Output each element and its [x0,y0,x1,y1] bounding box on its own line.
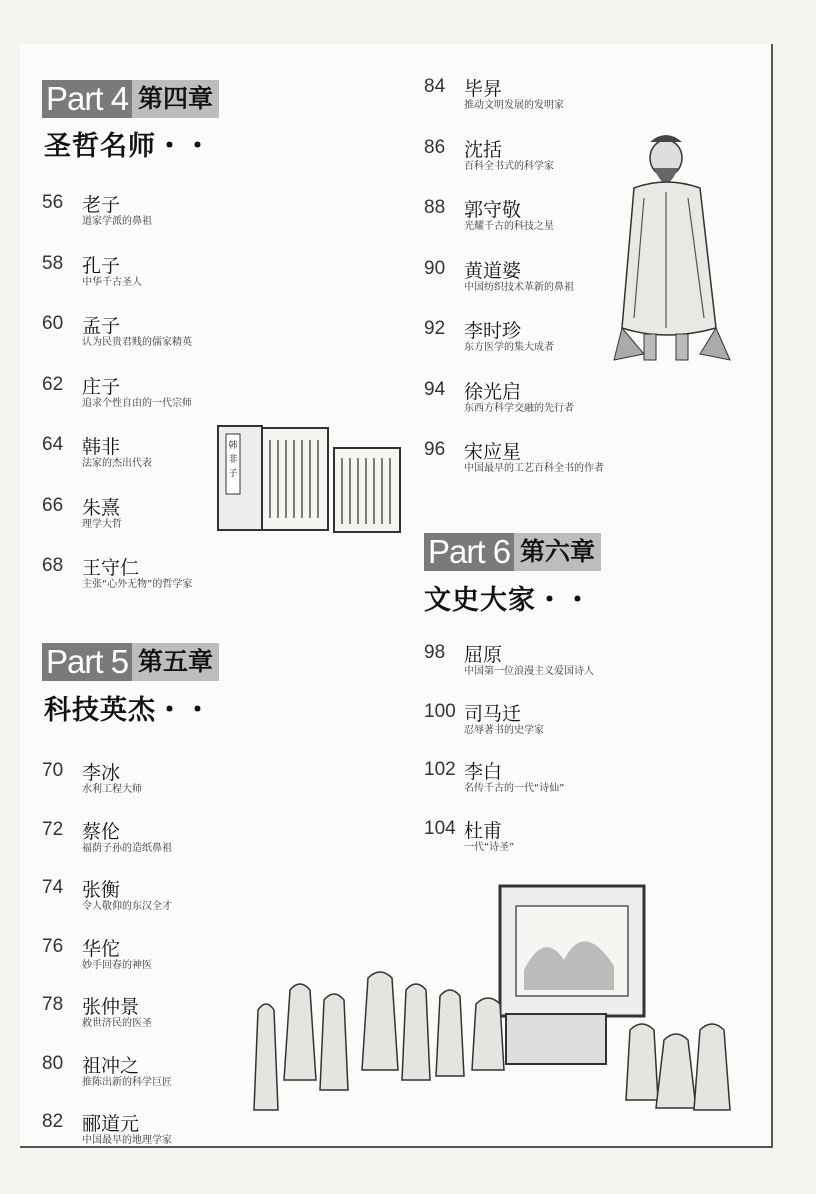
toc-page-number: 84 [424,76,446,97]
scholars-gathering-illustration [244,880,740,1120]
svg-text:韩: 韩 [228,441,238,451]
toc-page-number: 102 [424,759,456,780]
toc-person-description: 东西方科学交融的先行者 [464,402,574,414]
toc-page-number: 94 [424,378,446,400]
toc-person-name: 杜甫 [464,819,503,842]
part6-title: 文史大家・・ [424,585,592,616]
toc-entry[interactable] [424,76,754,116]
toc-person-description: 道家学派的鼻祖 [82,216,152,227]
toc-person-description: 中国最早的地理学家 [82,1135,172,1146]
ancient-book-illustration [212,418,408,538]
toc-person-description: 光耀千古的科技之星 [464,221,554,232]
toc-person-name: 李白 [464,761,503,783]
confucius-figure-illustration [604,128,744,368]
toc-page-number: 70 [42,760,64,781]
toc-entry[interactable] [42,313,372,353]
toc-page-number: 92 [424,318,446,339]
toc-page-number: 68 [42,555,64,576]
part4-chapter: 第四章 [132,80,219,118]
toc-page-number: 104 [424,817,456,839]
toc-person-description: 一代“诗圣” [464,841,515,853]
toc-person-description: 追求个性自由的一代宗师 [82,397,192,409]
toc-entry[interactable] [42,760,372,800]
toc-page-number: 74 [42,877,64,898]
toc-entry[interactable] [424,439,754,479]
toc-page-number: 100 [424,700,456,722]
toc-person-name: 屈原 [464,644,503,666]
toc-page-number: 82 [42,1111,64,1132]
toc-page-number: 98 [424,642,446,663]
toc-person-name: 韩非 [82,436,121,458]
toc-person-name: 毕昇 [464,78,503,100]
toc-page-number: 56 [42,192,64,213]
toc-person-name: 徐光启 [464,380,522,403]
toc-person-name: 庄子 [82,375,121,398]
toc-page-number: 62 [42,373,64,395]
toc-person-name: 李冰 [82,762,121,784]
toc-person-description: 名传千古的一代“诗仙” [464,783,565,794]
toc-entry[interactable] [424,642,754,682]
toc-person-name: 宋应星 [464,441,522,463]
toc-person-description: 中华千古圣人 [82,276,142,288]
toc-person-name: 朱熹 [82,496,121,519]
toc-person-name: 张仲景 [82,996,140,1018]
toc-person-description: 福荫子孙的造纸鼻祖 [82,842,172,854]
toc-person-name: 郦道元 [82,1113,140,1135]
toc-person-description: 中国最早的工艺百科全书的作者 [464,463,604,474]
toc-person-name: 老子 [82,194,121,216]
toc-person-name: 蔡伦 [82,820,121,843]
part6-header [424,533,601,571]
toc-person-description: 救世济民的医圣 [82,1018,152,1029]
toc-person-description: 法家的杰出代表 [82,458,152,469]
toc-page-number: 86 [424,136,446,158]
toc-page-number: 60 [42,313,64,334]
svg-text:非: 非 [228,455,238,465]
toc-person-description: 东方医学的集大成者 [464,342,554,353]
toc-page-number: 96 [424,439,446,460]
part5-title: 科技英杰・・ [44,695,212,726]
part5-header [42,643,219,681]
toc-person-description: 主张“心外无物”的哲学家 [82,579,193,590]
svg-text:子: 子 [228,469,238,479]
toc-entry[interactable] [424,759,754,799]
toc-person-description: 中国第一位浪漫主义爱国诗人 [464,666,594,677]
toc-page-number: 64 [42,434,64,455]
toc-entry[interactable] [424,701,754,741]
toc-person-description: 推动文明发展的发明家 [464,100,564,111]
toc-person-description: 认为民贵君贱的儒家精英 [82,337,192,348]
toc-person-description: 百科全书式的科学家 [464,160,554,172]
toc-person-description: 中国纺织技术革新的鼻祖 [464,281,574,293]
toc-person-name: 黄道婆 [464,259,522,282]
toc-page-number: 76 [42,935,64,957]
part5-label: Part 5 [42,643,132,681]
toc-page-number: 78 [42,994,64,1015]
toc-person-name: 华佗 [82,937,121,960]
toc-entry[interactable] [424,379,754,419]
toc-person-name: 李时珍 [464,320,522,342]
toc-person-name: 沈括 [464,138,503,161]
toc-person-description: 忍辱著书的史学家 [464,724,544,736]
toc-entry[interactable] [42,374,372,414]
toc-entry[interactable] [424,818,754,858]
toc-page-number: 80 [42,1052,64,1074]
part4-label: Part 4 [42,80,132,118]
part4-header [42,80,219,118]
toc-page-number: 88 [424,197,446,218]
toc-person-name: 司马迁 [464,702,522,725]
toc-page-number: 90 [424,257,446,279]
toc-entry[interactable] [42,555,372,595]
toc-person-name: 孔子 [82,254,121,277]
toc-person-description: 水利工程大师 [82,784,142,795]
toc-page-number: 72 [42,818,64,840]
toc-person-description: 推陈出新的科学巨匠 [82,1076,172,1088]
part4-title: 圣哲名师・・ [44,131,212,162]
toc-page-number: 58 [42,252,64,274]
toc-person-name: 郭守敬 [464,199,522,221]
toc-person-name: 孟子 [82,315,121,337]
part6-chapter: 第六章 [514,533,601,571]
toc-entry[interactable] [42,192,372,232]
part6-label: Part 6 [424,533,514,571]
toc-person-description: 令人敬仰的东汉全才 [82,901,172,912]
toc-entry[interactable] [42,253,372,293]
toc-person-name: 祖冲之 [82,1054,140,1077]
toc-person-name: 张衡 [82,879,121,901]
toc-page-number: 66 [42,494,64,516]
toc-entry[interactable] [42,819,372,859]
toc-person-description: 妙手回春的神医 [82,959,152,971]
toc-person-description: 理学大哲 [82,518,122,530]
toc-person-name: 王守仁 [82,557,140,579]
part5-chapter: 第五章 [132,643,219,681]
